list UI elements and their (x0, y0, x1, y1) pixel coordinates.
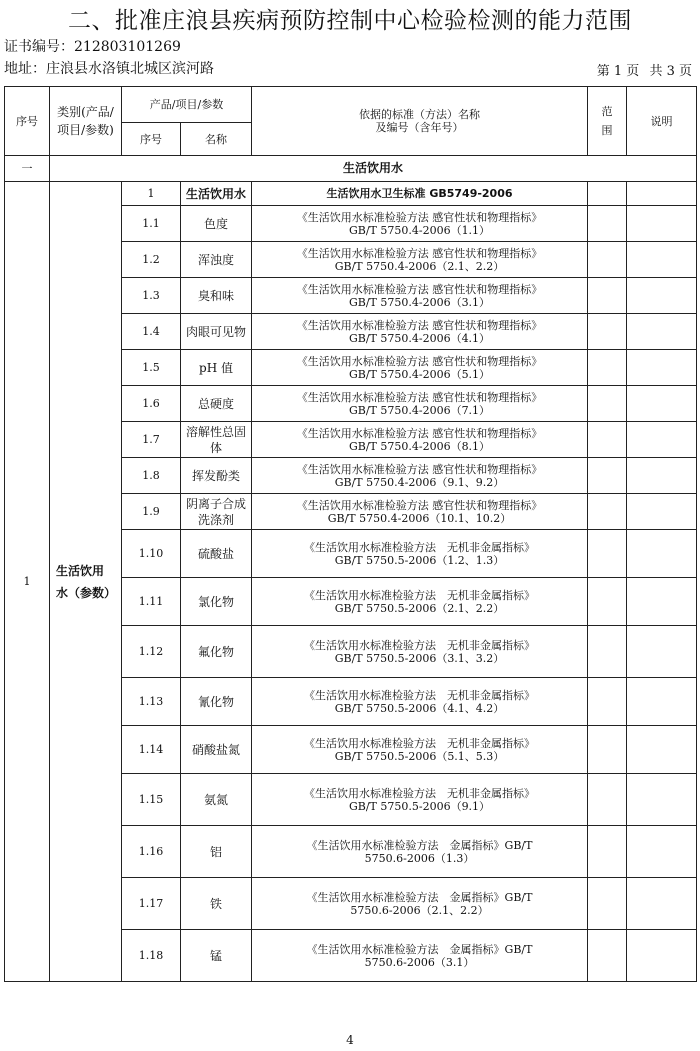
header-product-group: 产品/项目/参数 (122, 87, 252, 123)
page-info (591, 60, 692, 79)
item-seq: 1.9 (122, 494, 181, 530)
standard-code: GB/T 5750.4-2006（9.1、9.2） (334, 475, 505, 489)
item-seq: 1.13 (122, 678, 181, 726)
standard-code: 5750.6-2006（1.3） (364, 851, 475, 865)
item-standard (252, 494, 588, 530)
table-row (5, 182, 697, 206)
item-note (627, 878, 697, 930)
item-standard (252, 314, 588, 350)
item-seq: 1.4 (122, 314, 181, 350)
item-seq: 1.2 (122, 242, 181, 278)
standard-title: 《生活饮用水标准检验方法 感官性状和物理指标》 (296, 246, 543, 260)
item-scope (588, 314, 627, 350)
header-note: 说明 (627, 87, 697, 156)
item-standard (252, 726, 588, 774)
standard-code: GB/T 5750.4-2006（2.1、2.2） (334, 259, 505, 273)
certificate-number (4, 36, 181, 56)
standard-title: 《生活饮用水标准检验方法 无机非金属指标》 (304, 638, 536, 652)
item-seq: 1.6 (122, 386, 181, 422)
item-note (627, 826, 697, 878)
cert-value: 212803101269 (74, 39, 181, 55)
group-number: 1 (5, 182, 50, 982)
item-note (627, 494, 697, 530)
standard-code: 5750.6-2006（3.1） (364, 955, 475, 969)
standard-title: 生活饮用水卫生标准 GB5749-2006 (326, 187, 513, 200)
standard-title: 《生活饮用水标准检验方法 无机非金属指标》 (304, 786, 536, 800)
item-scope (588, 530, 627, 578)
standard-title: 《生活饮用水标准检验方法 金属指标》GB/T (306, 942, 533, 956)
item-scope (588, 494, 627, 530)
standard-title: 《生活饮用水标准检验方法 无机非金属指标》 (304, 540, 536, 554)
header-name: 名称 (181, 123, 252, 156)
standard-code: GB/T 5750.5-2006（5.1、5.3） (334, 749, 505, 763)
item-seq: 1.3 (122, 278, 181, 314)
item-seq: 1.18 (122, 930, 181, 982)
item-seq: 1.14 (122, 726, 181, 774)
standard-code: GB/T 5750.5-2006（9.1） (348, 799, 491, 813)
item-name: 铁 (181, 878, 252, 930)
capability-table (4, 86, 697, 982)
item-scope (588, 626, 627, 678)
standard-title: 《生活饮用水标准检验方法 感官性状和物理指标》 (296, 462, 543, 476)
item-note (627, 626, 697, 678)
item-scope (588, 278, 627, 314)
item-standard (252, 206, 588, 242)
item-standard (252, 386, 588, 422)
standard-code: GB/T 5750.4-2006（1.1） (348, 223, 491, 237)
item-scope (588, 930, 627, 982)
item-seq: 1.8 (122, 458, 181, 494)
standard-code: 5750.6-2006（2.1、2.2） (350, 903, 489, 917)
item-name: 总硬度 (181, 386, 252, 422)
item-standard (252, 182, 588, 206)
item-note (627, 678, 697, 726)
standard-code: GB/T 5750.4-2006（7.1） (348, 403, 491, 417)
item-standard (252, 878, 588, 930)
item-note (627, 458, 697, 494)
item-seq: 1 (122, 182, 181, 206)
item-name: 硫酸盐 (181, 530, 252, 578)
standard-title: 《生活饮用水标准检验方法 感官性状和物理指标》 (296, 390, 543, 404)
standard-code: GB/T 5750.4-2006（5.1） (348, 367, 491, 381)
item-name: 氨氮 (181, 774, 252, 826)
standard-title: 《生活饮用水标准检验方法 金属指标》GB/T (306, 890, 533, 904)
item-seq: 1.7 (122, 422, 181, 458)
item-name: 氯化物 (181, 578, 252, 626)
item-scope (588, 182, 627, 206)
item-note (627, 530, 697, 578)
item-scope (588, 726, 627, 774)
item-seq: 1.1 (122, 206, 181, 242)
item-name: 铝 (181, 826, 252, 878)
item-note (627, 726, 697, 774)
item-name: 溶解性总固体 (181, 422, 252, 458)
page-number: 4 (346, 1033, 354, 1047)
group-category: 生活饮用水（参数） (50, 182, 122, 982)
item-seq: 1.16 (122, 826, 181, 878)
item-name: 生活饮用水 (181, 182, 252, 206)
section-number: 一 (5, 156, 50, 182)
standard-title: 《生活饮用水标准检验方法 感官性状和物理指标》 (296, 282, 543, 296)
item-name: 阴离子合成洗涤剂 (181, 494, 252, 530)
page-current: 第 1 页 (596, 64, 640, 79)
item-standard (252, 578, 588, 626)
item-standard (252, 774, 588, 826)
standard-title: 《生活饮用水标准检验方法 感官性状和物理指标》 (296, 426, 543, 440)
standard-code: GB/T 5750.5-2006（4.1、4.2） (334, 701, 505, 715)
item-name: 硝酸盐氮 (181, 726, 252, 774)
item-seq: 1.15 (122, 774, 181, 826)
header-sub-seq: 序号 (122, 123, 181, 156)
item-scope (588, 350, 627, 386)
item-note (627, 182, 697, 206)
item-scope (588, 386, 627, 422)
header-standard (252, 87, 588, 156)
table-header-row (5, 87, 697, 123)
standard-code: GB/T 5750.4-2006（8.1） (348, 439, 491, 453)
item-note (627, 278, 697, 314)
address-label: 地址： (4, 61, 46, 77)
item-scope (588, 242, 627, 278)
item-standard (252, 826, 588, 878)
item-standard (252, 678, 588, 726)
header-seq: 序号 (5, 87, 50, 156)
standard-code: GB/T 5750.4-2006（10.1、10.2） (327, 511, 512, 525)
item-scope (588, 826, 627, 878)
item-seq: 1.17 (122, 878, 181, 930)
header-standard-line1: 依据的标准（方法）名称 (359, 108, 481, 121)
item-note (627, 350, 697, 386)
standard-title: 《生活饮用水标准检验方法 无机非金属指标》 (304, 736, 536, 750)
address (4, 58, 214, 78)
standard-code: GB/T 5750.5-2006（3.1、3.2） (334, 651, 505, 665)
page-title: 二、批准庄浪县疾病预防控制中心检验检测的能力范围 (68, 8, 632, 34)
item-standard (252, 242, 588, 278)
item-standard (252, 530, 588, 578)
item-note (627, 386, 697, 422)
item-scope (588, 774, 627, 826)
header-category: 类别(产品/项目/参数) (50, 87, 122, 156)
standard-code: GB/T 5750.4-2006（3.1） (348, 295, 491, 309)
item-seq: 1.12 (122, 626, 181, 678)
item-scope (588, 422, 627, 458)
item-scope (588, 458, 627, 494)
address-value: 庄浪县水洛镇北城区滨河路 (46, 61, 214, 77)
item-scope (588, 206, 627, 242)
standard-title: 《生活饮用水标准检验方法 金属指标》GB/T (306, 838, 533, 852)
section-title: 生活饮用水 (50, 156, 697, 182)
cert-label: 证书编号： (4, 39, 74, 55)
item-standard (252, 350, 588, 386)
standard-title: 《生活饮用水标准检验方法 无机非金属指标》 (304, 588, 536, 602)
item-note (627, 930, 697, 982)
header-standard-line2: 及编号（含年号） (375, 121, 464, 134)
item-name: 浑浊度 (181, 242, 252, 278)
item-name: 锰 (181, 930, 252, 982)
standard-title: 《生活饮用水标准检验方法 感官性状和物理指标》 (296, 498, 543, 512)
item-name: 氰化物 (181, 678, 252, 726)
item-note (627, 314, 697, 350)
item-scope (588, 678, 627, 726)
item-name: 色度 (181, 206, 252, 242)
item-standard (252, 930, 588, 982)
item-note (627, 422, 697, 458)
item-scope (588, 878, 627, 930)
item-seq: 1.10 (122, 530, 181, 578)
header-scope: 范围 (588, 87, 627, 156)
item-seq: 1.5 (122, 350, 181, 386)
item-standard (252, 278, 588, 314)
item-name: 臭和味 (181, 278, 252, 314)
page-total: 共 3 页 (649, 64, 692, 79)
standard-code: GB/T 5750.5-2006（1.2、1.3） (334, 553, 505, 567)
item-note (627, 774, 697, 826)
item-name: 氟化物 (181, 626, 252, 678)
item-name: pH 值 (181, 350, 252, 386)
item-standard (252, 422, 588, 458)
item-name: 挥发酚类 (181, 458, 252, 494)
section-row (5, 156, 697, 182)
item-note (627, 242, 697, 278)
standard-title: 《生活饮用水标准检验方法 感官性状和物理指标》 (296, 318, 543, 332)
standard-title: 《生活饮用水标准检验方法 无机非金属指标》 (304, 688, 536, 702)
item-name: 肉眼可见物 (181, 314, 252, 350)
item-note (627, 206, 697, 242)
standard-title: 《生活饮用水标准检验方法 感官性状和物理指标》 (296, 210, 543, 224)
item-scope (588, 578, 627, 626)
standard-code: GB/T 5750.5-2006（2.1、2.2） (334, 601, 505, 615)
standard-title: 《生活饮用水标准检验方法 感官性状和物理指标》 (296, 354, 543, 368)
standard-code: GB/T 5750.4-2006（4.1） (348, 331, 491, 345)
item-standard (252, 458, 588, 494)
item-note (627, 578, 697, 626)
item-seq: 1.11 (122, 578, 181, 626)
item-standard (252, 626, 588, 678)
